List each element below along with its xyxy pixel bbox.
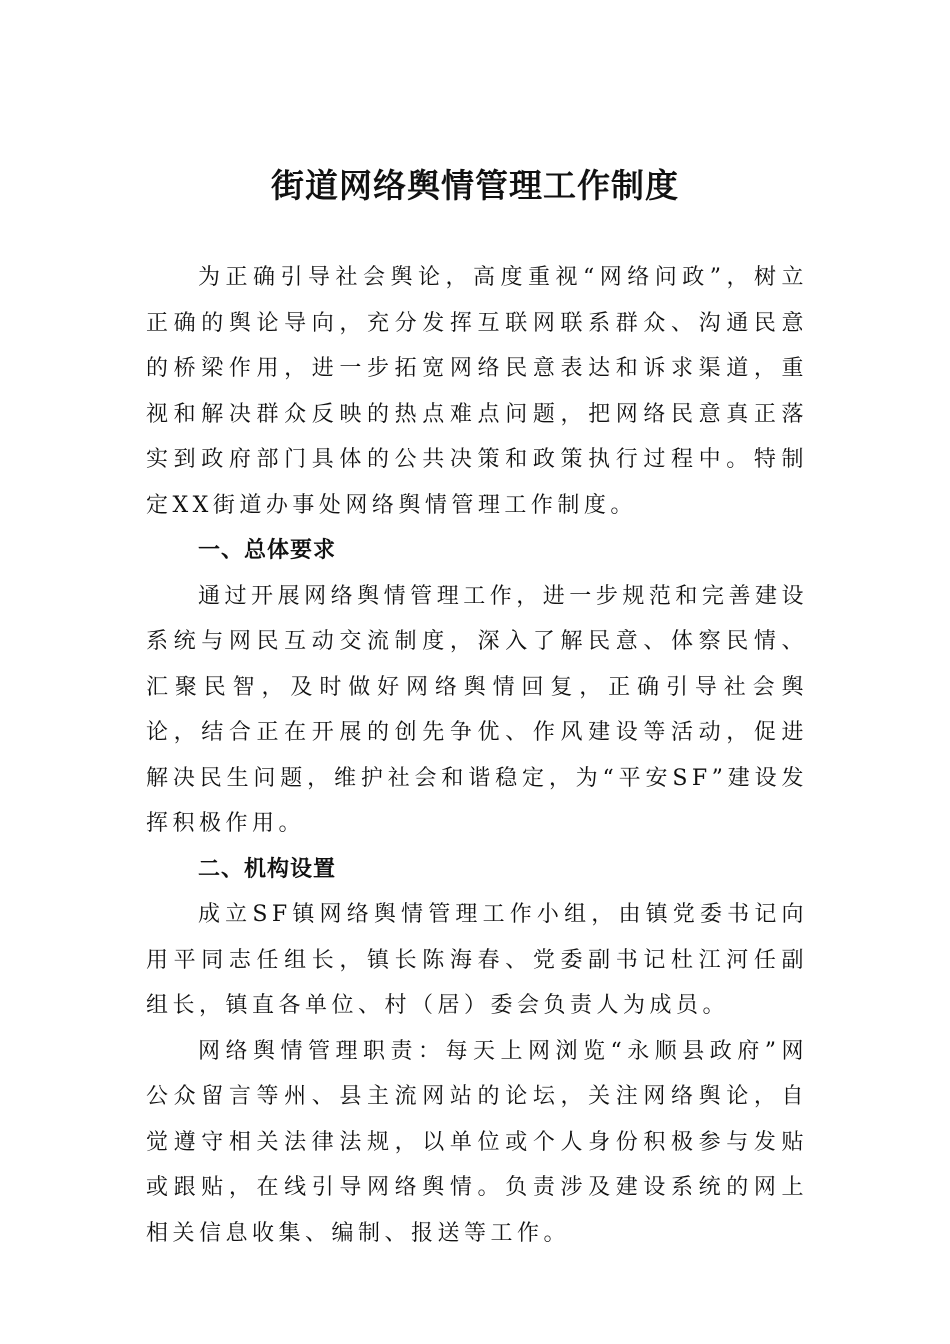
intro-paragraph: 为正确引导社会舆论，高度重视“网络问政”，树立正确的舆论导向，充分发挥互联网联系群众、沟通民意的桥梁作用，进一步拓宽网络民意表达和诉求渠道，重视和解决群众反映的热点难点问题，把网络民意真正落实到政府部门具体的公共决策和政策执行过程中。特制定XX街道办事处网络舆情管理工作制度。 [146, 265, 808, 518]
document-body [146, 255, 808, 1256]
section-heading-organization: 二、机构设置 [198, 856, 337, 882]
section-heading-general-requirements: 一、总体要求 [198, 538, 337, 563]
responsibilities-paragraph: 网络舆情管理职责：每天上网浏览“永顺县政府”网公众留言等州、县主流网站的论坛，关注网络舆论，自觉遵守相关法律法规，以单位或个人身份积极参与发贴或跟贴，在线引导网络舆情。负责涉及建设系统的网上相关信息收集、编制、报送等工作。 [146, 1038, 808, 1246]
organization-paragraph: 成立SF镇网络舆情管理工作小组，由镇党委书记向用平同志任组长，镇长陈海春、党委副书记杜江河任副组长，镇直各单位、村（居）委会负责人为成员。 [146, 902, 808, 1018]
general-requirements-paragraph: 通过开展网络舆情管理工作，进一步规范和完善建设系统与网民互动交流制度，深入了解民意、体察民情、汇聚民智，及时做好网络舆情回复，正确引导社会舆论，结合正在开展的创先争优、作风建设等活动，促进解决民生问题，维护社会和谐稳定，为“平安SF”建设发挥积极作用。 [146, 583, 808, 836]
document-title: 街道网络舆情管理工作制度 [271, 166, 679, 205]
